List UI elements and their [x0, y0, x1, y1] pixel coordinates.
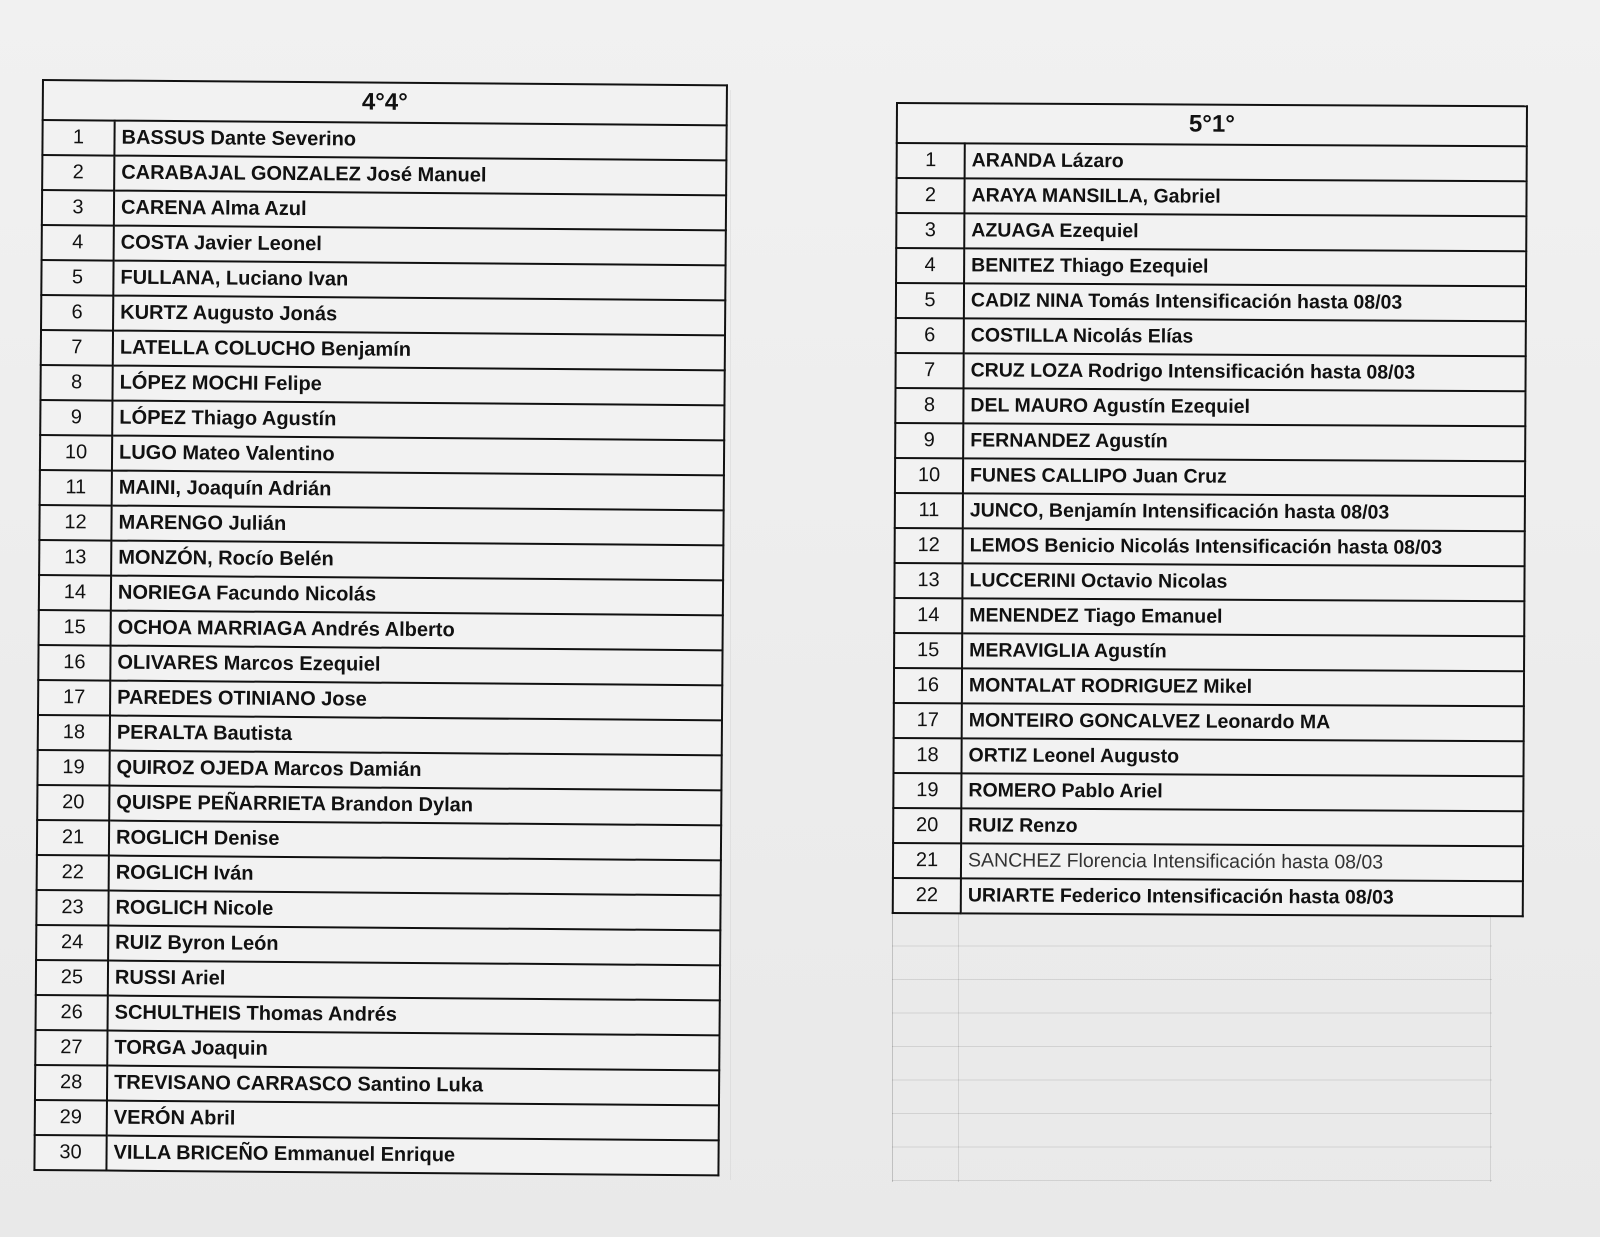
student-name: ROGLICH Nicole [108, 891, 720, 931]
row-number: 28 [35, 1065, 107, 1101]
empty-spreadsheet-grid [892, 912, 1492, 1182]
student-name: RUSSI Ariel [108, 961, 720, 1001]
row-number: 9 [895, 423, 963, 458]
table-row [37, 785, 721, 825]
student-name: ARAYA MANSILLA, Gabriel [964, 178, 1526, 216]
row-number: 13 [39, 540, 111, 576]
table-row [41, 330, 725, 370]
table-row [40, 470, 724, 510]
student-name: MONTEIRO GONCALVEZ Leonardo MA [962, 703, 1524, 741]
row-number: 24 [36, 925, 108, 961]
row-number: 27 [35, 1030, 107, 1066]
row-number: 15 [894, 633, 962, 668]
table-row [38, 715, 722, 755]
table-row [896, 213, 1526, 251]
table-row [893, 738, 1523, 776]
table-row [37, 750, 721, 790]
table-row [42, 155, 726, 195]
student-name: DEL MAURO Agustín Ezequiel [963, 388, 1525, 426]
student-name: ROMERO Pablo Ariel [961, 773, 1523, 811]
row-number: 14 [39, 575, 111, 611]
table-row [36, 925, 720, 965]
row-number: 22 [893, 878, 961, 913]
table-row [894, 633, 1524, 671]
student-name: ROGLICH Denise [109, 821, 721, 861]
row-number: 17 [894, 703, 962, 738]
table-row [895, 458, 1525, 496]
row-number: 30 [34, 1135, 106, 1171]
student-name: OLIVARES Marcos Ezequiel [110, 646, 722, 686]
table-body [34, 120, 726, 1175]
student-name: KURTZ Augusto Jonás [113, 296, 725, 336]
faint-gridline [1490, 912, 1491, 1182]
row-number: 2 [42, 155, 114, 191]
row-number: 2 [896, 178, 964, 213]
table-row [895, 528, 1525, 566]
row-number: 7 [896, 353, 964, 388]
row-number: 19 [37, 750, 109, 786]
student-name: CRUZ LOZA Rodrigo Intensificación hasta 08/03 [964, 353, 1526, 391]
row-number: 21 [37, 820, 109, 856]
student-name: LATELLA COLUCHO Benjamín [113, 331, 725, 371]
table-row [42, 120, 726, 160]
row-number: 8 [40, 365, 112, 401]
student-name: LUCCERINI Octavio Nicolas [962, 563, 1524, 601]
row-number: 15 [39, 610, 111, 646]
table-row [894, 668, 1524, 706]
student-name: TREVISANO CARRASCO Santino Luka [107, 1066, 719, 1106]
table-row [896, 248, 1526, 286]
row-number: 1 [897, 143, 965, 178]
table-header: 4°4° [43, 80, 727, 125]
faint-gridline [958, 912, 959, 1182]
student-name: QUIROZ OJEDA Marcos Damián [109, 751, 721, 791]
row-number: 11 [895, 493, 963, 528]
student-name: MONZÓN, Rocío Belén [111, 541, 723, 581]
row-number: 26 [36, 995, 108, 1031]
student-name: TORGA Joaquin [107, 1031, 719, 1071]
row-number: 25 [36, 960, 108, 996]
student-name: BASSUS Dante Severino [114, 121, 726, 161]
row-number: 3 [42, 190, 114, 226]
table-row [34, 1135, 718, 1175]
student-name: FUNES CALLIPO Juan Cruz [963, 458, 1525, 496]
table-row [41, 260, 725, 300]
student-name: MERAVIGLIA Agustín [962, 633, 1524, 671]
row-number: 20 [37, 785, 109, 821]
row-number: 21 [893, 843, 961, 878]
row-number: 20 [893, 808, 961, 843]
student-name: CARABAJAL GONZALEZ José Manuel [114, 156, 726, 196]
row-number: 13 [894, 563, 962, 598]
student-name: URIARTE Federico Intensificación hasta 08/03 [961, 878, 1523, 916]
student-name: QUISPE PEÑARRIETA Brandon Dylan [109, 786, 721, 826]
row-number: 12 [895, 528, 963, 563]
roster-table-5-1 [892, 102, 1528, 917]
student-name: COSTA Javier Leonel [114, 226, 726, 266]
student-name: NORIEGA Facundo Nicolás [111, 576, 723, 616]
row-number: 18 [38, 715, 110, 751]
student-name: LUGO Mateo Valentino [112, 436, 724, 476]
table-row [895, 388, 1525, 426]
row-number: 6 [896, 318, 964, 353]
table-row [893, 808, 1523, 846]
row-number: 4 [896, 248, 964, 283]
table-row [893, 843, 1523, 881]
student-name: OCHOA MARRIAGA Andrés Alberto [111, 611, 723, 651]
row-number: 16 [894, 668, 962, 703]
student-name: AZUAGA Ezequiel [964, 213, 1526, 251]
table-header-row [43, 80, 727, 125]
student-name: BENITEZ Thiago Ezequiel [964, 248, 1526, 286]
student-name: CADIZ NINA Tomás Intensificación hasta 08/03 [964, 283, 1526, 321]
row-number: 14 [894, 598, 962, 633]
student-name: ARANDA Lázaro [965, 143, 1527, 181]
table-row [897, 143, 1527, 181]
student-name: FERNANDEZ Agustín [963, 423, 1525, 461]
row-number: 11 [40, 470, 112, 506]
table-row [40, 365, 724, 405]
student-name: LÓPEZ Thiago Agustín [112, 401, 724, 441]
table-row [40, 435, 724, 475]
row-number: 12 [39, 505, 111, 541]
table-row [39, 540, 723, 580]
student-name: CARENA Alma Azul [114, 191, 726, 231]
student-name: LEMOS Benicio Nicolás Intensificación hasta 08/03 [963, 528, 1525, 566]
table-row [42, 225, 726, 265]
roster-table-4-4 [33, 79, 728, 1176]
row-number: 19 [893, 773, 961, 808]
row-number: 6 [41, 295, 113, 331]
table-row [39, 610, 723, 650]
student-name: SCHULTHEIS Thomas Andrés [108, 996, 720, 1036]
table-row [37, 820, 721, 860]
table-header: 5°1° [897, 103, 1527, 146]
row-number: 23 [36, 890, 108, 926]
student-name: VERÓN Abril [107, 1101, 719, 1141]
student-name: COSTILLA Nicolás Elías [964, 318, 1526, 356]
table-row [37, 855, 721, 895]
table-row [893, 773, 1523, 811]
row-number: 7 [41, 330, 113, 366]
student-name: SANCHEZ Florencia Intensificación hasta 08/03 [961, 843, 1523, 881]
student-name: PAREDES OTINIANO Jose [110, 681, 722, 721]
table-row [894, 598, 1524, 636]
student-name: FULLANA, Luciano Ivan [113, 261, 725, 301]
table-row [894, 563, 1524, 601]
row-number: 4 [42, 225, 114, 261]
table-row [35, 1065, 719, 1105]
table-row [38, 645, 722, 685]
table-row [39, 575, 723, 615]
table-row [36, 890, 720, 930]
table-body [893, 143, 1527, 916]
table-row [40, 400, 724, 440]
row-number: 1 [42, 120, 114, 156]
student-name: JUNCO, Benjamín Intensificación hasta 08/03 [963, 493, 1525, 531]
table-row [895, 493, 1525, 531]
table-row [896, 318, 1526, 356]
table-row [35, 1100, 719, 1140]
student-name: RUIZ Renzo [961, 808, 1523, 846]
student-name: ROGLICH Iván [109, 856, 721, 896]
student-name: LÓPEZ MOCHI Felipe [112, 366, 724, 406]
student-name: RUIZ Byron León [108, 926, 720, 966]
row-number: 17 [38, 680, 110, 716]
table-row [893, 878, 1523, 916]
table-row [895, 423, 1525, 461]
table-header-row [897, 103, 1527, 146]
student-name: PERALTA Bautista [110, 716, 722, 756]
row-number: 18 [893, 738, 961, 773]
row-number: 10 [895, 458, 963, 493]
row-number: 10 [40, 435, 112, 471]
student-name: MONTALAT RODRIGUEZ Mikel [962, 668, 1524, 706]
row-number: 5 [41, 260, 113, 296]
row-number: 9 [40, 400, 112, 436]
table-row [36, 995, 720, 1035]
table-row [38, 680, 722, 720]
table-row [39, 505, 723, 545]
table-row [41, 295, 725, 335]
table-row [35, 1030, 719, 1070]
table-row [894, 703, 1524, 741]
row-number: 3 [896, 213, 964, 248]
student-name: ORTIZ Leonel Augusto [961, 738, 1523, 776]
student-name: VILLA BRICEÑO Emmanuel Enrique [106, 1136, 718, 1176]
row-number: 29 [35, 1100, 107, 1136]
student-name: MAINI, Joaquín Adrián [112, 471, 724, 511]
table-row [896, 178, 1526, 216]
row-number: 22 [37, 855, 109, 891]
student-name: MARENGO Julián [111, 506, 723, 546]
row-number: 16 [38, 645, 110, 681]
table-row [896, 283, 1526, 321]
faint-gridline [730, 90, 731, 1180]
student-name: MENENDEZ Tiago Emanuel [962, 598, 1524, 636]
table-row [36, 960, 720, 1000]
table-row [42, 190, 726, 230]
table-row [896, 353, 1526, 391]
row-number: 5 [896, 283, 964, 318]
row-number: 8 [895, 388, 963, 423]
